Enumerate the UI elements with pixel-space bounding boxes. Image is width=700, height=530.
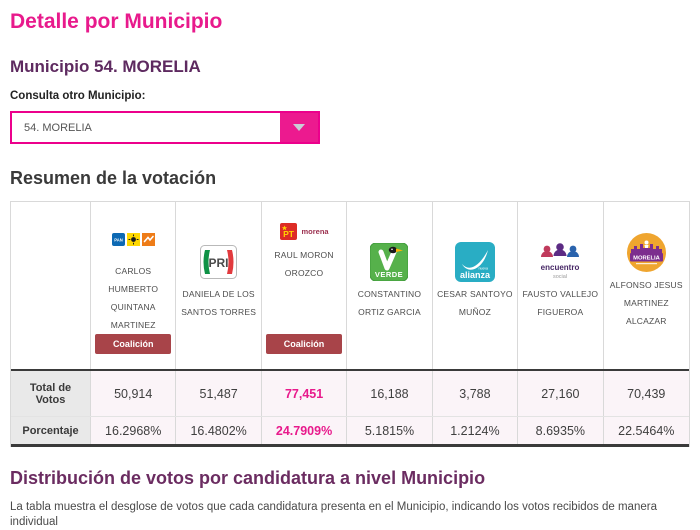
table-row-percentage: [11, 416, 689, 447]
pt-icon: [280, 223, 297, 240]
nueva-alianza-icon: [455, 242, 495, 282]
resumen-heading: Resumen de la votación: [10, 168, 217, 188]
candidate-cell-martinez: [604, 202, 689, 369]
coalicion-button[interactable]: Coalición: [95, 334, 171, 354]
candidate-name: CARLOS HUMBERTO QUINTANA MARTINEZ: [108, 266, 159, 330]
percentage-cell: 24.7909%: [262, 417, 347, 444]
total-votes-cell: 3,788: [433, 371, 518, 416]
candidate-cell-moron: [262, 202, 347, 369]
candidate-cell-delossantos: [176, 202, 261, 369]
select-arrow-button[interactable]: [280, 113, 318, 142]
candidate-name: FAUSTO VALLEJO FIGUEROA: [522, 288, 599, 317]
pri-icon: [200, 245, 237, 279]
svg-text:alianza: alianza: [459, 269, 490, 280]
morena-icon: morena: [301, 226, 329, 236]
svg-text:social: social: [553, 273, 568, 280]
candidates-header-row: [11, 202, 689, 369]
candidate-name: CESAR SANTOYO MUÑOZ: [437, 288, 513, 317]
svg-text:encuentro: encuentro: [541, 262, 580, 272]
municipio-select[interactable]: [10, 111, 320, 144]
candidate-cell-vallejo: [518, 202, 603, 369]
coalicion-button[interactable]: Coalición: [266, 334, 342, 354]
row-label-percentage: Porcentaje: [11, 417, 91, 444]
encuentro-social-icon: [531, 241, 589, 283]
chevron-down-icon: [293, 124, 305, 131]
municipio-heading: Municipio 54. MORELIA: [10, 57, 201, 76]
results-table: [10, 201, 690, 447]
candidate-cell-ortiz: [347, 202, 432, 369]
svg-text:MORELIA: MORELIA: [632, 255, 660, 262]
candidate-name: RAUL MORON OROZCO: [274, 250, 334, 278]
total-votes-cell: 77,451: [262, 371, 347, 416]
total-votes-cell: 70,439: [604, 371, 689, 416]
pan-icon: [112, 233, 125, 246]
candidate-cell-santoyo: [433, 202, 518, 369]
distribucion-heading: Distribución de votos por candidatura a nivel Municipio: [10, 468, 486, 488]
percentage-cell: 16.4802%: [176, 417, 261, 444]
consulta-label: Consulta otro Municipio:: [10, 90, 146, 102]
candidate-cell-quintana: [91, 202, 176, 369]
morelia-independiente-icon: [626, 232, 667, 273]
total-votes-cell: 51,487: [176, 371, 261, 416]
municipio-select-value[interactable]: 54. MORELIA: [24, 121, 92, 134]
percentage-cell: 1.2124%: [433, 417, 518, 444]
percentage-cell: 5.1815%: [347, 417, 432, 444]
percentage-cell: 22.5464%: [604, 417, 689, 444]
percentage-cell: 8.6935%: [518, 417, 603, 444]
svg-text:VERDE: VERDE: [375, 269, 404, 279]
total-votes-cell: 27,160: [518, 371, 603, 416]
candidate-name: CONSTANTINO ORTIZ GARCIA: [357, 288, 422, 317]
table-row-total: [11, 369, 689, 416]
candidate-name: ALFONSO JESUS MARTINEZ ALCAZAR: [609, 279, 683, 326]
svg-text:PRI: PRI: [208, 255, 229, 270]
percentage-cell: 16.2968%: [91, 417, 176, 444]
svg-text:PAN: PAN: [113, 237, 123, 243]
mc-icon: [142, 233, 155, 246]
total-votes-cell: 50,914: [91, 371, 176, 416]
page-title: Detalle por Municipio: [10, 10, 223, 33]
distribucion-intro: La tabla muestra el desglose de votos que cada candidatura presenta en el Municipio, indicando los votos recibidos de manera individual: [10, 501, 657, 528]
coalition-pan-prd-mc-logos: [112, 216, 155, 262]
total-votes-cell: 16,188: [347, 371, 432, 416]
svg-text:PT: PT: [282, 228, 294, 239]
prd-icon: [127, 233, 140, 246]
empty-corner-cell: [11, 202, 91, 369]
candidate-name: DANIELA DE LOS SANTOS TORRES: [181, 288, 257, 317]
verde-icon: [370, 243, 408, 281]
row-label-total: Total de Votos: [11, 371, 91, 416]
svg-text:nueva: nueva: [478, 266, 488, 270]
